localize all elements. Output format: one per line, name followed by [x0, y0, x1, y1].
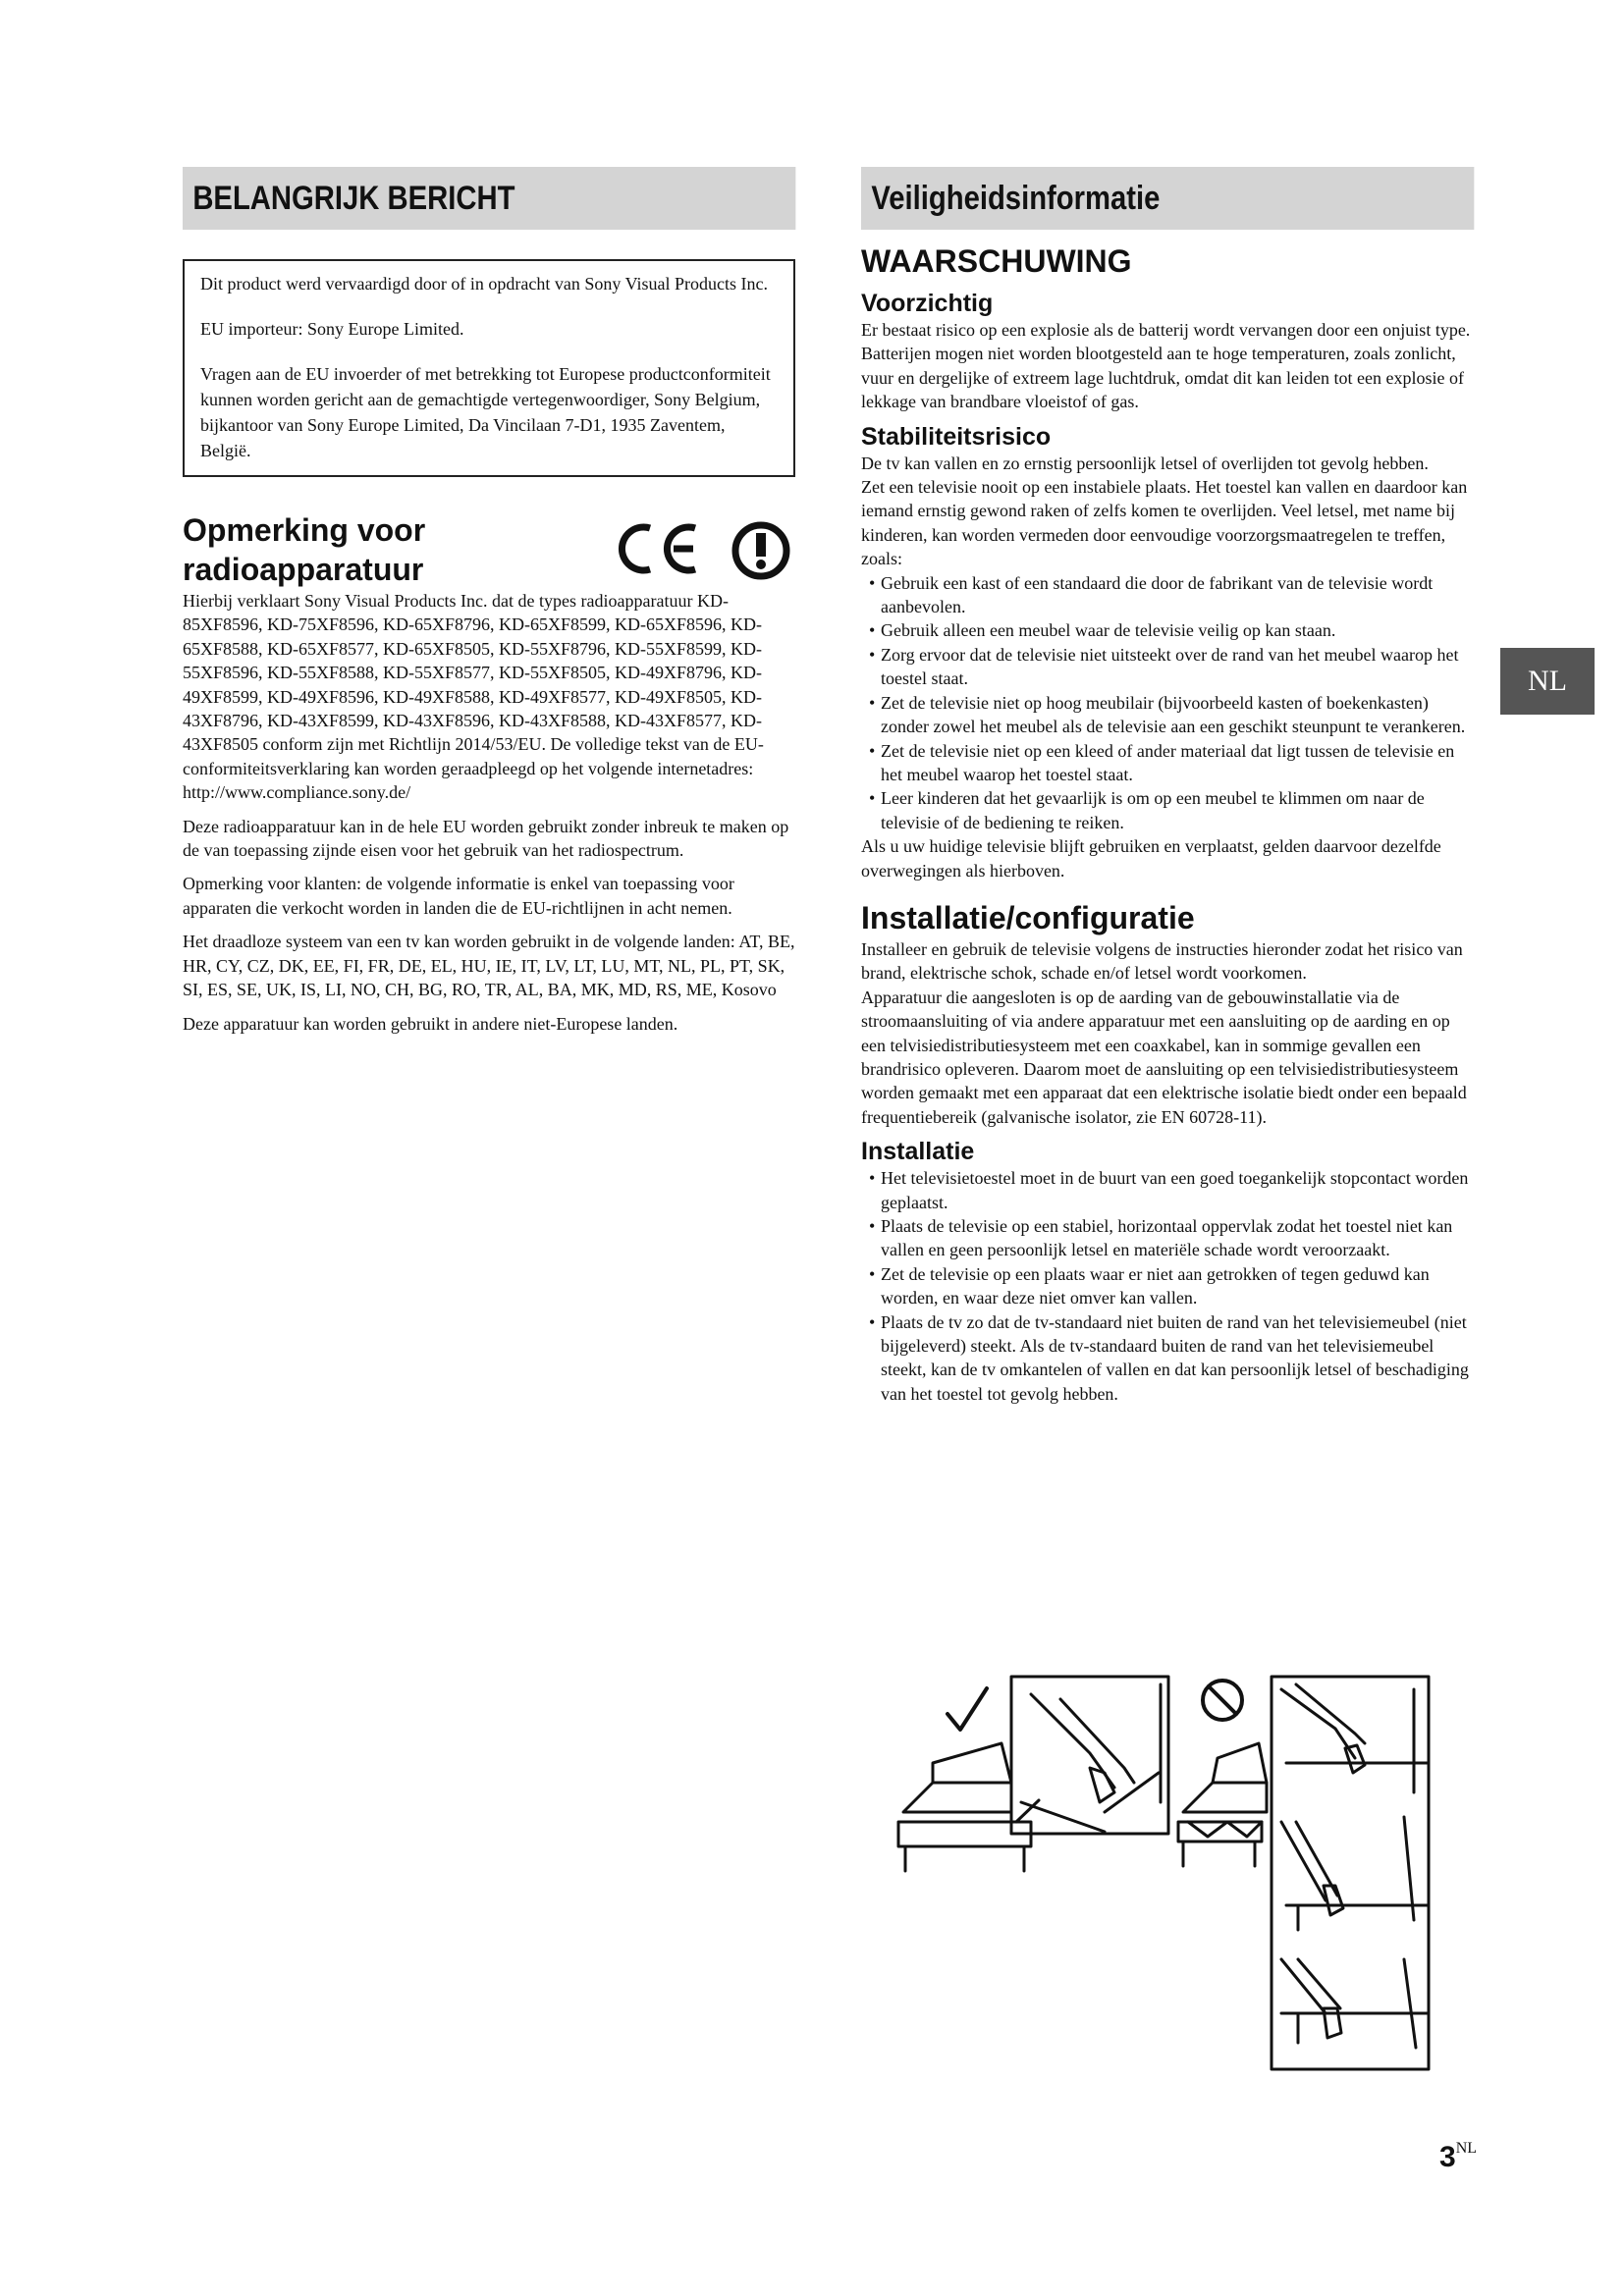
- list-item: • Zet de televisie niet op een kleed of ander materiaal dat ligt tussen de televisie en het meubel waarop het toestel staat.: [861, 739, 1474, 787]
- radio-header: [183, 510, 795, 589]
- left-column: [183, 167, 795, 1036]
- list-item: • Het televisietoestel moet in de buurt van een goed toegankelijk stopcontact worden geplaatst.: [861, 1166, 1474, 1214]
- radio-title-line-1: Opmerking voor: [183, 512, 426, 548]
- list-item: • Zet de televisie op een plaats waar er niet aan getrokken of tegen geduwd kan worden, en waar deze niet omver kan vallen.: [861, 1262, 1474, 1310]
- radio-paragraph: Opmerking voor klanten: de volgende informatie is enkel van toepassing voor apparaten die verkocht worden in landen die de EU-richtlijnen in acht nemen.: [183, 874, 734, 918]
- language-tab: NL: [1500, 648, 1595, 715]
- stability-outro: Als u uw huidige televisie blijft gebruiken en verplaatst, gelden daarvoor dezelfde overwegingen als hierboven.: [861, 836, 1441, 881]
- tv-stand-illustration: [893, 1675, 1463, 2077]
- install-config-paragraph: Apparatuur die aangesloten is op de aarding van de gebouwinstallatie via de stroomaansluiting of via andere apparatuur met een aansluiting op de aarding en op een telvisiedistributiesysteem met een coaxkabel, kan in sommige gevallen een brandrisico opleveren. Daarom moet de aansluiting op een telvisiedistributiesysteem worden gemaakt met een apparaat dat een elektrische isolatie biedt onder een bepaald frequentiebereik (galvanische isolator, zie EN 60728-11).: [861, 987, 1467, 1127]
- safety-banner: Veiligheidsinformatie: [861, 167, 1474, 230]
- stability-intro: Zet een televisie nooit op een instabiele plaats. Het toestel kan vallen en daardoor kan iemand ernstig gewond raken of zelfs komen te overlijden. Veel letsel, met name bij kinderen, kan worden vermeden door eenvoudige voorzorgsmaatregelen te treffen, zoals:: [861, 477, 1468, 569]
- stability-intro: De tv kan vallen en zo ernstig persoonlijk letsel of overlijden tot gevolg hebben.: [861, 453, 1429, 473]
- list-item: • Leer kinderen dat het gevaarlijk is om op een meubel te klimmen om naar de televisie of de bediening te reiken.: [861, 786, 1474, 834]
- right-column: [861, 167, 1474, 1406]
- install-config-paragraph: Installeer en gebruik de televisie volgens de instructies hieronder zodat het risico van brand, elektrische schok, schade en/of letsel wordt voorkomen.: [861, 938, 1463, 984]
- prohibited-icon: [1203, 1681, 1242, 1720]
- notice-paragraph: Dit product werd vervaardigd door of in opdracht van Sony Visual Products Inc.: [200, 274, 768, 294]
- caution-paragraph: Batterijen mogen niet worden blootgesteld aan te hoge temperaturen, zoals zonlicht, vuur en dergelijke of extreem lage luchtdruk, omdat dit kan leiden tot een explosie of lekkage van brandbare vloeistof of gas.: [861, 344, 1464, 412]
- page-number-value: 3: [1439, 2141, 1456, 2173]
- list-item: • Plaats de tv zo dat de tv-standaard niet buiten de rand van het televisiemeubel (niet bijgeleverd) steekt. Als de tv-standaard buiten de rand van het televisiemeubel steekt, kan de tv omkantelen of vallen en dat kan persoonlijk letsel of beschadiging van het toestel tot gevolg hebben.: [861, 1310, 1474, 1407]
- ce-mark-icon: [607, 520, 701, 577]
- list-item: • Zorg ervoor dat de televisie niet uitsteekt over de rand van het meubel waarop het toestel staat.: [861, 643, 1474, 691]
- radio-paragraph: Het draadloze systeem van een tv kan worden gebruikt in de volgende landen: AT, BE, HR, CY, CZ, DK, EE, FI, FR, DE, EL, HU, IE, IT, LV, LT, LU, MT, NL, PL, PT, SK, SI, ES, SE, UK, IS, LI, NO, CH, BG, RO, TR, AL, BA, MK, MD, RS, ME, Kosovo: [183, 932, 795, 1000]
- radio-paragraph: Deze apparatuur kan worden gebruikt in andere niet-Europese landen.: [183, 1013, 678, 1034]
- caution-title: Voorzichtig: [861, 290, 994, 317]
- stability-title: Stabiliteitsrisico: [861, 422, 1052, 451]
- notice-box: [183, 259, 795, 477]
- install-config-title: Installatie/configuratie: [861, 899, 1195, 935]
- page-number: [1439, 2140, 1477, 2174]
- page-number-suffix: NL: [1455, 2140, 1478, 2157]
- prohibited-detail-figures: [1272, 1677, 1429, 2069]
- list-item: • Gebruik alleen een meubel waar de televisie veilig op kan staan.: [861, 618, 1474, 642]
- warning-title: WAARSCHUWING: [861, 243, 1132, 279]
- notice-banner: BELANGRIJK BERICHT: [183, 167, 795, 230]
- notice-paragraph: EU importeur: Sony Europe Limited.: [200, 319, 464, 339]
- list-item: • Zet de televisie niet op hoog meubilair (bijvoorbeeld kasten of boekenkasten) zonder zowel het meubel als de televisie aan een geschikt steunpunt te verankeren.: [861, 691, 1474, 739]
- correct-detail-figure: [1011, 1677, 1168, 1834]
- checkmark-icon: [947, 1688, 987, 1730]
- radio-paragraph: Deze radioapparatuur kan in de hele EU worden gebruikt zonder inbreuk te maken op de van toepassing zijnde eisen voor het gebruik van het radiospectrum.: [183, 816, 789, 861]
- ce-mark-text: CE: [607, 520, 609, 521]
- radio-paragraph: Hierbij verklaart Sony Visual Products Inc. dat de types radioapparatuur KD-85XF8596, KD-75XF8596, KD-65XF8796, KD-65XF8599, KD-65XF8596, KD-65XF8588, KD-65XF8577, KD-65XF8505, KD-55XF8796, KD-55XF8599, KD-55XF8596, KD-55XF8588, KD-55XF8577, KD-55XF8505, KD-49XF8796, KD-49XF8599, KD-49XF8596, KD-49XF8588, KD-49XF8577, KD-49XF8505, KD-43XF8796, KD-43XF8599, KD-43XF8596, KD-43XF8588, KD-43XF8577, KD-43XF8505 conform zijn met Richtlijn 2014/53/EU. De volledige tekst van de EU-conformiteitsverklaring kan worden geraadpleegd op het volgende internetadres: http://www.compliance.sony.de/: [183, 591, 764, 803]
- radio-title: [183, 510, 425, 589]
- installation-title: Installatie: [861, 1138, 975, 1166]
- alert-circle-icon: [731, 520, 791, 581]
- prohibited-placement-figure: [1178, 1681, 1267, 1866]
- caution-paragraph: Er bestaat risico op een explosie als de batterij wordt vervangen door een onjuist type.: [861, 320, 1471, 340]
- installation-list: [861, 1166, 1474, 1406]
- stability-list: [861, 571, 1474, 834]
- correct-placement-figure: [898, 1688, 1039, 1871]
- conformity-marks: [607, 520, 791, 581]
- radio-title-line-2: radioapparatuur: [183, 552, 424, 587]
- notice-paragraph: Vragen aan de EU invoerder of met betrekking tot Europese productconformiteit kunnen worden gericht aan de gemachtigde vertegenwoordiger, Sony Belgium, bijkantoor van Sony Europe Limited, Da Vincilaan 7-D1, 1935 Zaventem, België.: [200, 364, 771, 460]
- list-item: • Plaats de televisie op een stabiel, horizontaal oppervlak zodat het toestel niet kan vallen en geen persoonlijk letsel en materiële schade wordt veroorzaakt.: [861, 1214, 1474, 1262]
- list-item: • Gebruik een kast of een standaard die door de fabrikant van de televisie wordt aanbevolen.: [861, 571, 1474, 619]
